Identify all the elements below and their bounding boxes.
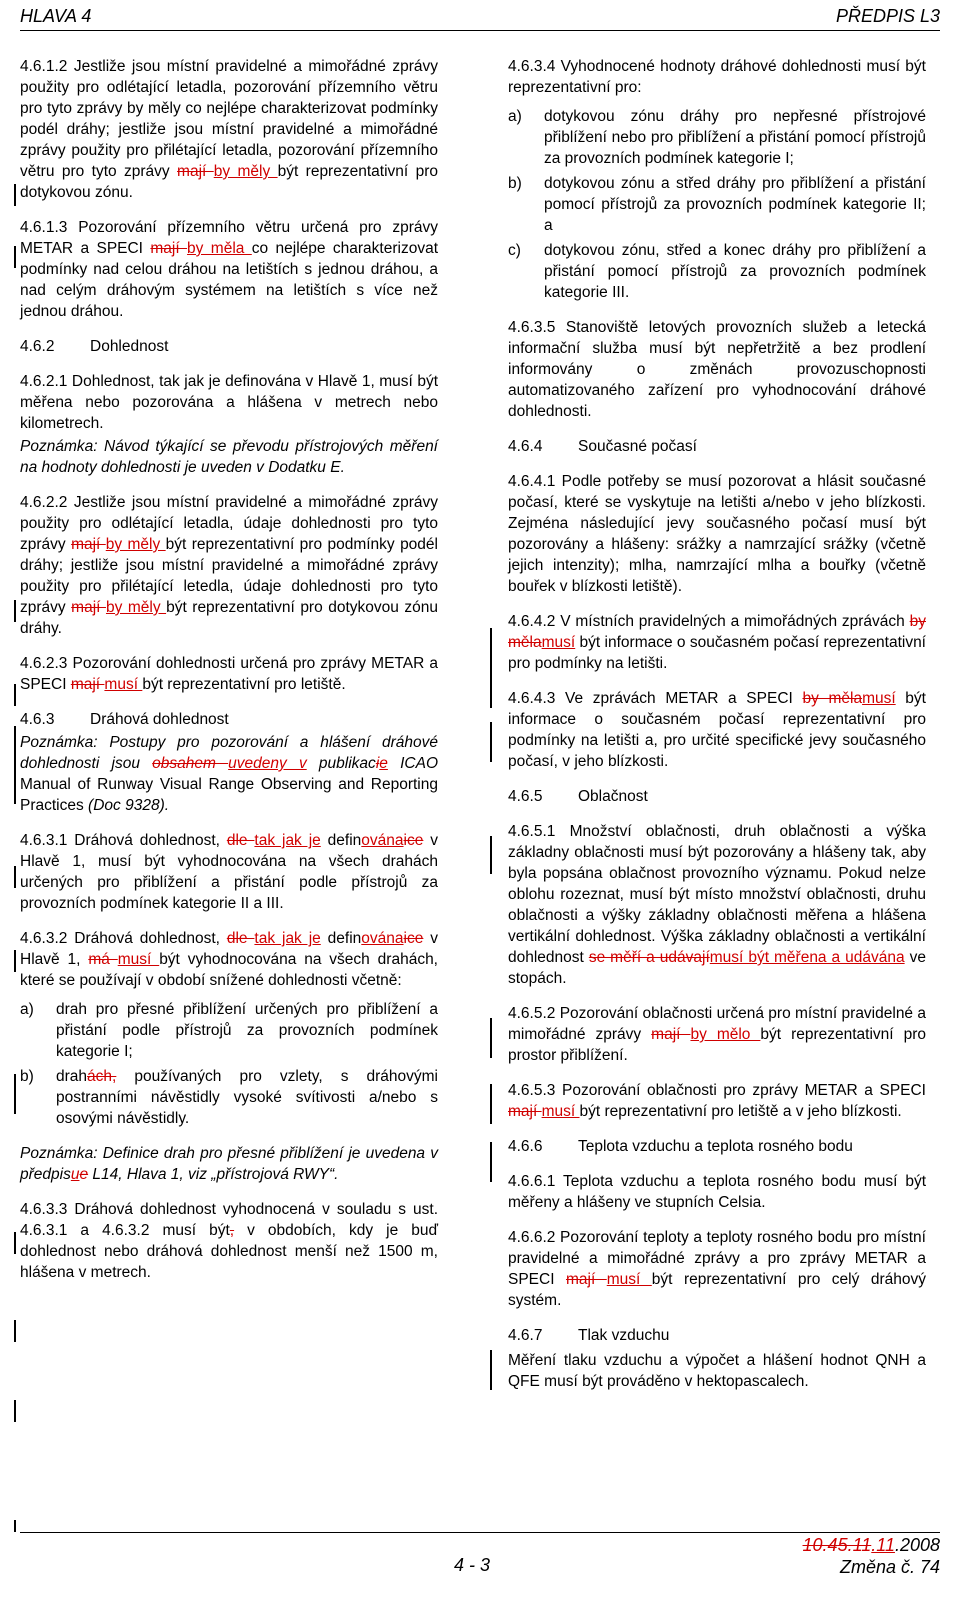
paragraph-4-6-5-3: 4.6.5.3 Pozorování oblačnosti pro zprávy METAR a SPECI mají musí být reprezentativní pro letiště a v jeho blízkosti. [508,1082,926,1120]
revision-bar [14,866,16,888]
revision-bar [490,836,492,874]
revision-bar [14,1520,16,1532]
list-item: c) dotykovou zónu, střed a konec dráhy pro přiblížení a přistání pomocí přístrojů za provozních podmínek kategorie III. [508,242,926,301]
paragraph-4-6-5-2: 4.6.5.2 Pozorování oblačnosti určená pro místní pravidelné a mimořádné zprávy mají by mělo být reprezentativní pro prostor přiblížení. [508,1005,926,1064]
paragraph-4-6-4-1: 4.6.4.1 Podle potřeby se musí pozorovat a hlásit současné počasí, které se vyskytuje na letišti a/nebo v jeho blízkosti. Zejména následující jevy současného počasí musí být pozorovány a hlášeny: srážky a namrzající srážky (včetně jejich intenzity); mlha, namrzající mlha a bouřky (včetně bouřek v blízkosti letiště). [508,473,926,595]
section-heading-4-6-2: 4.6.2 Dohlednost [20,338,169,355]
revision-bar [14,1074,16,1114]
page-number: 4 - 3 [454,1555,491,1575]
runway-list [20,999,438,1129]
revision-bar [490,722,492,762]
right-column [508,56,926,1406]
paragraph-4-6-7: Měření tlaku vzduchu a výpočet a hlášení hodnot QNH a QFE musí být prováděno v hektopascalech. [508,1352,926,1390]
revision-bar [490,628,492,708]
page-footer [20,1532,940,1583]
paragraph-4-6-1-2: 4.6.1.2 Jestliže jsou místní pravidelné a mimořádné zprávy použity pro odlétající letadla, pozorování přízemního větru pro tyto zprávy by měly co nejlépe charakterizovat podmínky podél dráhy; jestliže jsou místní pravidelné a mimořádné zprávy použity pro přilétající letadla, pozorování přízemního větru pro tyto zprávy mají by měly být reprezentativní pro dotykovou zónu. [20,58,438,201]
revision-bar [14,1232,16,1254]
regulation-title: PŘEDPIS L3 [835,6,940,26]
amendment-number: Změna č. 74 [839,1557,940,1577]
revision-bar [14,726,16,804]
section-heading-4-6-6: 4.6.6 Teplota vzduchu a teplota rosného bodu [508,1138,853,1155]
revision-bar [490,1350,492,1390]
paragraph-4-6-6-2: 4.6.6.2 Pozorování teploty a teploty rosného bodu pro místní pravidelné a mimořádné zprávy a pro zprávy METAR a SPECI mají musí být reprezentativní pro celý dráhový systém. [508,1229,926,1309]
list-item: a) dotykovou zónu dráhy pro nepřesné přístrojové přiblížení nebo pro přiblížení a přistání pomocí přístrojů za provozních podmínek kategorie I; [508,108,926,167]
paragraph-4-6-3-4: 4.6.3.4 Vyhodnocené hodnoty dráhové dohlednosti musí být reprezentativní pro: [508,58,926,96]
paragraph-4-6-1-3: 4.6.1.3 Pozorování přízemního větru určená pro zprávy METAR a SPECI mají by měla co nejlépe charakterizovat podmínky nad celou dráhou na letištích s jednou dráhou, a nad celým dráhovým systémem na letištích s více než jednou dráhou. [20,219,438,320]
paragraph-4-6-3-2: 4.6.3.2 Dráhová dohlednost, dle tak jak je definovánaice v Hlavě 1, má musí být vyhodnocována na všech drahách, které se používají v období snížené dohlednosti včetně: [20,930,439,989]
section-heading-4-6-4: 4.6.4 Současné počasí [508,438,697,455]
revision-bar [14,184,16,206]
list-item: a) drah pro přesné přiblížení určených pro přiblížení a přistání podle přístrojů za provozních podmínek kategorie I; [20,1001,438,1060]
revision-bar [14,950,16,972]
paragraph-4-6-6-1: 4.6.6.1 Teplota vzduchu a teplota rosného bodu musí být měřeny a hlášeny ve stupních Celsia. [508,1173,926,1211]
amendment-date: 10.45.11.11.2008 [802,1535,940,1555]
section-heading-4-6-7: 4.6.7 Tlak vzduchu [508,1327,670,1344]
revision-bar [490,1084,492,1124]
paragraph-4-6-4-2: 4.6.4.2 V místních pravidelných a mimořádných zprávách by mělamusí být informace o současném počasí reprezentativní pro podmínky na letišti. [508,613,926,672]
paragraph-4-6-5-1: 4.6.5.1 Množství oblačnosti, druh oblačnosti a výška základny oblačnosti musí být pozorovány a hlášeny tak, aby byla popsána oblačnost provozního významu. Pokud nelze oblohu rozeznat, musí být místo množství oblačnosti, druhu oblačnosti a výšky základny oblačnosti měřena a hlášena vertikální dohlednost. Výška základny oblačnosti a vertikální dohlednost se měří a udávajímusí být měřena a udávána ve stopách. [508,823,926,987]
paragraph-4-6-3-3: 4.6.3.3 Dráhová dohlednost vyhodnocená v souladu s ust. 4.6.3.1 a 4.6.3.2 musí být, v obdobích, kdy je buď dohlednost nebo dráhová dohlednost menší než 1500 m, hlášena v metrech. [20,1201,438,1281]
paragraph-4-6-2-2: 4.6.2.2 Jestliže jsou místní pravidelné a mimořádné zprávy použity pro odlétající letadla, údaje dohlednosti pro tyto zprávy mají by měly být reprezentativní pro podmínky podél dráhy; jestliže jsou místní pravidelné a mimořádné zprávy použity pro přilétající letedla, údaje dohlednosti pro tyto zprávy mají by měly být reprezentativní pro dotykovou zónu dráhy. [20,494,439,637]
revision-bar [490,1142,492,1182]
paragraph-4-6-3-5: 4.6.3.5 Stanoviště letových provozních služeb a letecká informační služba musí být nepřetržitě a bez prodlení informovány o změnách provozuschopnosti automatizovaného zařízení pro vyhodnocování dráhové dohlednosti. [508,319,926,420]
note-4-6-3-2: Poznámka: Definice drah pro přesné přiblížení je uvedena v předpisue L14, Hlava 1, viz „přístrojová RWY“. [20,1145,438,1183]
section-heading-4-6-3: 4.6.3 Dráhová dohlednost [20,711,229,728]
page-header [20,4,940,31]
revision-bar [14,246,16,268]
paragraph-4-6-3-1: 4.6.3.1 Dráhová dohlednost, dle tak jak je definovánaice v Hlavě 1, musí být vyhodnocována na všech drahách určených pro přiblížení a přistání podle přístrojů za provozních podmínek kategorie II a III. [20,832,439,912]
section-heading-4-6-5: 4.6.5 Oblačnost [508,788,648,805]
note-4-6-3: Poznámka: Postupy pro pozorování a hlášení dráhové dohlednosti jsou obsahem uvedeny v publikacie ICAO Manual of Runway Visual Range Observing and Reporting Practices (Doc 9328). [20,734,438,814]
paragraph-4-6-2-1: 4.6.2.1 Dohlednost, tak jak je definována v Hlavě 1, musí být měřena nebo pozorována a hlášena v metrech nebo kilometrech. [20,373,438,432]
left-column [20,56,438,1297]
revision-bar [14,684,16,706]
list-item: b) drahách, používaných pro vzlety, s dráhovými postranními návěstidly vysoké svítivosti a/nebo s osovými návěstidly. [20,1068,438,1127]
paragraph-4-6-2-3: 4.6.2.3 Pozorování dohlednosti určená pro zprávy METAR a SPECI mají musí být reprezentativní pro letiště. [20,655,438,693]
revision-bar [490,1018,492,1058]
revision-bar [14,1400,16,1422]
list-item: b) dotykovou zónu a střed dráhy pro přiblížení a přistání pomocí přístrojů za provozních podmínek kategorie II; a [508,175,926,234]
revision-bar [14,1320,16,1342]
paragraph-4-6-4-3: 4.6.4.3 Ve zprávách METAR a SPECI by mělamusí být informace o současném počasí reprezentativní pro podmínky na letišti a, pro určité specifické jevy současného počasí, v jeho blízkosti. [508,690,926,770]
rvr-list [508,106,926,303]
revision-bar [14,600,16,622]
note-4-6-2-1: Poznámka: Návod týkající se převodu přístrojových měření na hodnoty dohlednosti je uveden v Dodatku E. [20,438,438,476]
chapter-title: HLAVA 4 [20,6,92,26]
